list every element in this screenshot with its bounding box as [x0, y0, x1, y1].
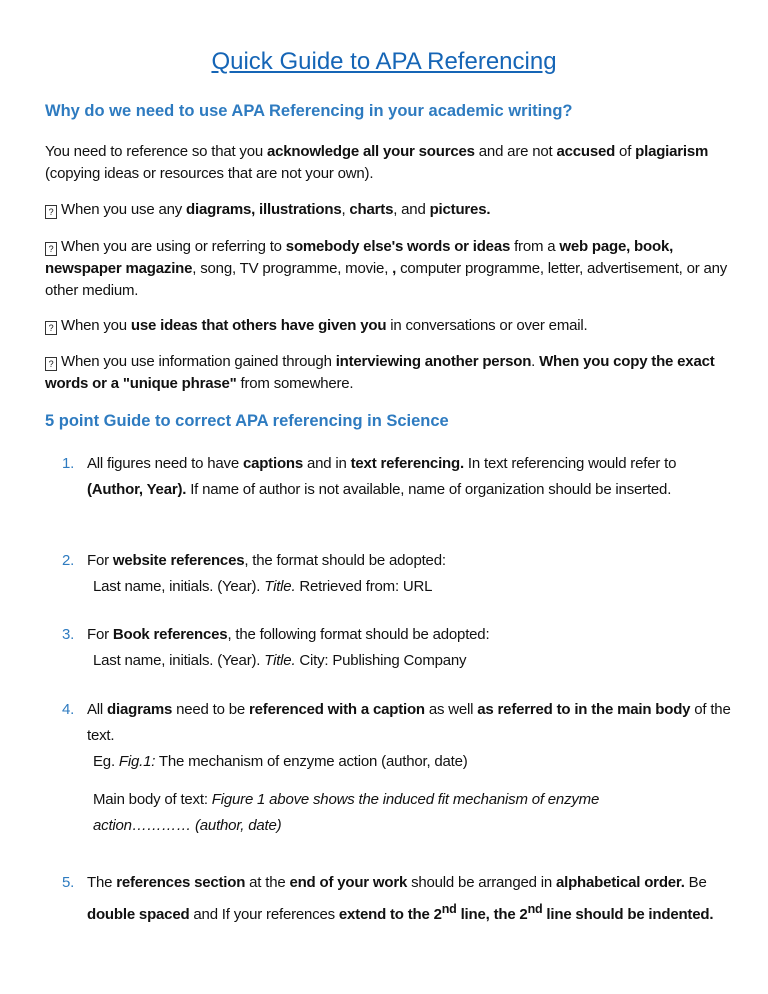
- italic-text: Title.: [264, 578, 296, 595]
- page-title: Quick Guide to APA Referencing: [211, 48, 557, 75]
- text: computer programme, letter, advertisement, or any other medium.: [45, 260, 728, 299]
- text: Main body of text:: [93, 791, 212, 808]
- text: at the: [245, 874, 290, 891]
- caption-example: [93, 749, 732, 775]
- superscript: nd: [527, 902, 543, 916]
- bold-text: use ideas that others have given you: [130, 317, 387, 334]
- text: Be: [684, 874, 707, 891]
- list-item-2: [62, 548, 732, 600]
- italic-text: Title.: [264, 652, 296, 669]
- text: line should be indented.: [542, 906, 714, 923]
- bullet-box-icon: ?: [45, 242, 57, 256]
- bold-text: alphabetical order.: [555, 874, 685, 891]
- list-item-1: [62, 451, 732, 503]
- text: All: [87, 701, 108, 718]
- text: from a: [510, 238, 560, 255]
- text: When you use any: [61, 201, 187, 218]
- list-item-5: [62, 870, 732, 928]
- text: , the format should be adopted:: [244, 552, 446, 569]
- bold-text: [338, 902, 714, 923]
- italic-text: Figure 1 above shows the induced fit mechanism of enzyme action………… (author, date): [93, 791, 600, 834]
- bullet-interviewing: [45, 351, 735, 395]
- bullet-words-ideas: [45, 236, 735, 302]
- bullet-box-icon: ?: [45, 205, 57, 219]
- text: The: [87, 874, 117, 891]
- text: For: [87, 552, 113, 569]
- bold-text: diagrams, illustrations: [186, 201, 342, 218]
- text: Last name, initials. (Year).: [93, 652, 265, 669]
- bold-text: interviewing another person: [335, 353, 532, 370]
- bold-text: When you copy the exact words or a "unique phrase": [45, 353, 715, 392]
- bold-text: website references: [112, 552, 245, 569]
- list-number: 1.: [62, 455, 75, 472]
- bold-text: double spaced: [87, 906, 190, 923]
- bullet-conversations: [45, 315, 735, 337]
- text: as well: [424, 701, 478, 718]
- italic-text: Fig.1:: [118, 753, 156, 770]
- bold-text: end of your work: [289, 874, 408, 891]
- text: For: [87, 626, 113, 643]
- bold-text: referenced with a caption: [249, 701, 425, 718]
- text: (copying ideas or resources that are not your own).: [45, 165, 374, 182]
- text: City: Publishing Company: [295, 652, 467, 669]
- format-example: [93, 574, 732, 600]
- intro-paragraph: [45, 141, 735, 185]
- text: In text referencing would refer to: [463, 455, 677, 472]
- text: If name of author is not available, name of organization should be inserted.: [186, 481, 672, 498]
- text: When you are using or referring to: [61, 238, 286, 255]
- text: When you use information gained through: [61, 353, 336, 370]
- bold-text: text referencing.: [350, 455, 464, 472]
- bold-text: charts: [349, 201, 394, 218]
- text: Last name, initials. (Year).: [93, 578, 265, 595]
- text: , and: [393, 201, 430, 218]
- text: and in: [303, 455, 351, 472]
- bold-text: diagrams: [107, 701, 173, 718]
- text: from somewhere.: [236, 375, 354, 392]
- bullet-box-icon: ?: [45, 357, 57, 371]
- text: All figures need to have: [87, 455, 243, 472]
- bold-text: Book references: [112, 626, 228, 643]
- section-heading-why: Why do we need to use APA Referencing in your academic writing?: [45, 102, 573, 120]
- bold-text: as referred to in the main body: [477, 701, 691, 718]
- bold-text: accused: [556, 143, 616, 160]
- text: .: [531, 353, 540, 370]
- text: extend to the 2: [338, 906, 442, 923]
- text: and are not: [474, 143, 557, 160]
- bold-text: somebody else's words or ideas: [285, 238, 511, 255]
- bullet-diagrams: [45, 199, 735, 221]
- text: need to be: [172, 701, 249, 718]
- text: , the following format should be adopted:: [227, 626, 490, 643]
- bold-text: acknowledge all your sources: [266, 143, 475, 160]
- text: line, the 2: [456, 906, 528, 923]
- bold-text: (Author, Year).: [87, 481, 187, 498]
- text: in conversations or over email.: [386, 317, 588, 334]
- text: You need to reference so that you: [45, 143, 267, 160]
- text: Retrieved from: URL: [295, 578, 433, 595]
- format-example: [93, 648, 732, 674]
- superscript: nd: [441, 902, 457, 916]
- text: When you: [61, 317, 131, 334]
- bold-text: plagiarism: [635, 143, 709, 160]
- bold-text: captions: [242, 455, 304, 472]
- list-item-3: [62, 622, 732, 674]
- list-item-4: [62, 697, 732, 839]
- text: should be arranged in: [407, 874, 556, 891]
- text: and If your references: [189, 906, 339, 923]
- text: Eg.: [93, 753, 119, 770]
- text: of the text.: [87, 701, 731, 744]
- section-heading-guide: 5 point Guide to correct APA referencing in Science: [45, 412, 449, 430]
- list-number: 2.: [62, 552, 75, 569]
- text: The mechanism of enzyme action (author, date): [155, 753, 468, 770]
- main-body-example: [93, 787, 673, 839]
- text: , song, TV programme, movie,: [192, 260, 393, 277]
- bold-text: references section: [116, 874, 246, 891]
- bold-text: web page, book, newspaper magazine: [45, 238, 674, 277]
- list-number: 4.: [62, 701, 75, 718]
- list-number: 5.: [62, 874, 75, 891]
- bold-text: pictures.: [429, 201, 491, 218]
- bold-text: ,: [392, 260, 397, 277]
- bullet-box-icon: ?: [45, 321, 57, 335]
- text: ,: [341, 201, 350, 218]
- list-number: 3.: [62, 626, 75, 643]
- text: of: [615, 143, 636, 160]
